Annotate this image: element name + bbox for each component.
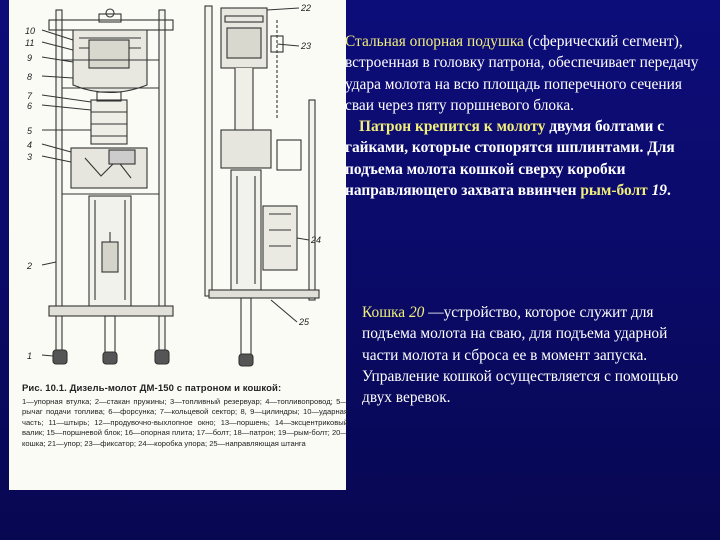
- text-cushion-description: (сферический сегмент), встроенная в головку патрона, обеспечивает передачу удара молота на всю площадь поперечного сечения сваи через пяту поршневого блока.: [345, 33, 699, 114]
- label-2: 2: [27, 261, 33, 271]
- figure-caption: [22, 384, 348, 449]
- text-cat-description: —устройство, которое служит для подъема молота на сваю, для подъема ударной части молота и сброса ее в момент запуска. Управление кошкой осуществляется с помощью двух веревок.: [362, 304, 679, 407]
- highlight-cat: Кошка: [362, 304, 406, 321]
- label-11: 11: [25, 38, 35, 48]
- label-24: 24: [311, 235, 322, 245]
- highlight-chuck-fastening: Патрон крепится к молоту: [359, 118, 546, 136]
- label-1: 1: [27, 351, 33, 361]
- label-6: 6: [27, 101, 33, 111]
- caption-title: Рис. 10.1. Дизель-молот ДМ-150 с патроном и кошкой:: [22, 383, 282, 394]
- text-period: .: [666, 182, 671, 200]
- eye-bolt-number: 19: [647, 182, 667, 200]
- label-5: 5: [27, 126, 33, 136]
- label-4: 4: [27, 140, 33, 150]
- paragraph-cushion-and-chuck: [345, 31, 705, 201]
- label-3: 3: [27, 152, 33, 162]
- label-22: 22: [301, 3, 312, 13]
- highlight-eye-bolt: рым-болт: [580, 182, 648, 200]
- label-25: 25: [299, 317, 310, 327]
- label-8: 8: [27, 72, 33, 82]
- caption-legend: 1—упорная втулка; 2—стакан пружины; 3—топливный резервуар; 4—топливопровод; 5—рычаг подачи топлива; 6—форсунка; 7—кольцевой сектор; 8, 9—цилиндры; 10—ударная часть; 11—штырь; 12—продувочно-выхлопное окно; 13—поршень; 14—эксцентриковый валик; 15—поршневой блок; 16—опорная плита; 17—болт; 18—патрон; 19—рым-болт; 20—кошка; 21—упор; 23—фиксатор; 24—коробка упора; 25—направляющая штанга: [22, 396, 348, 448]
- label-23: 23: [301, 41, 312, 51]
- diesel-hammer-drawing: [9, 0, 346, 380]
- label-9: 9: [27, 53, 33, 63]
- highlight-steel-cushion: Стальная опорная подушка: [345, 33, 524, 50]
- label-10: 10: [25, 26, 36, 36]
- text-chuck-description: двумя болтами с гайками, которые стопорятся шплинтами. Для подъема молота кошкой сверху коробки направляющего захвата ввинчен: [345, 118, 675, 200]
- cat-number: 20: [405, 304, 425, 321]
- paragraph-cat-device: [362, 302, 707, 408]
- figure-panel: [9, 0, 346, 490]
- label-7: 7: [27, 91, 33, 101]
